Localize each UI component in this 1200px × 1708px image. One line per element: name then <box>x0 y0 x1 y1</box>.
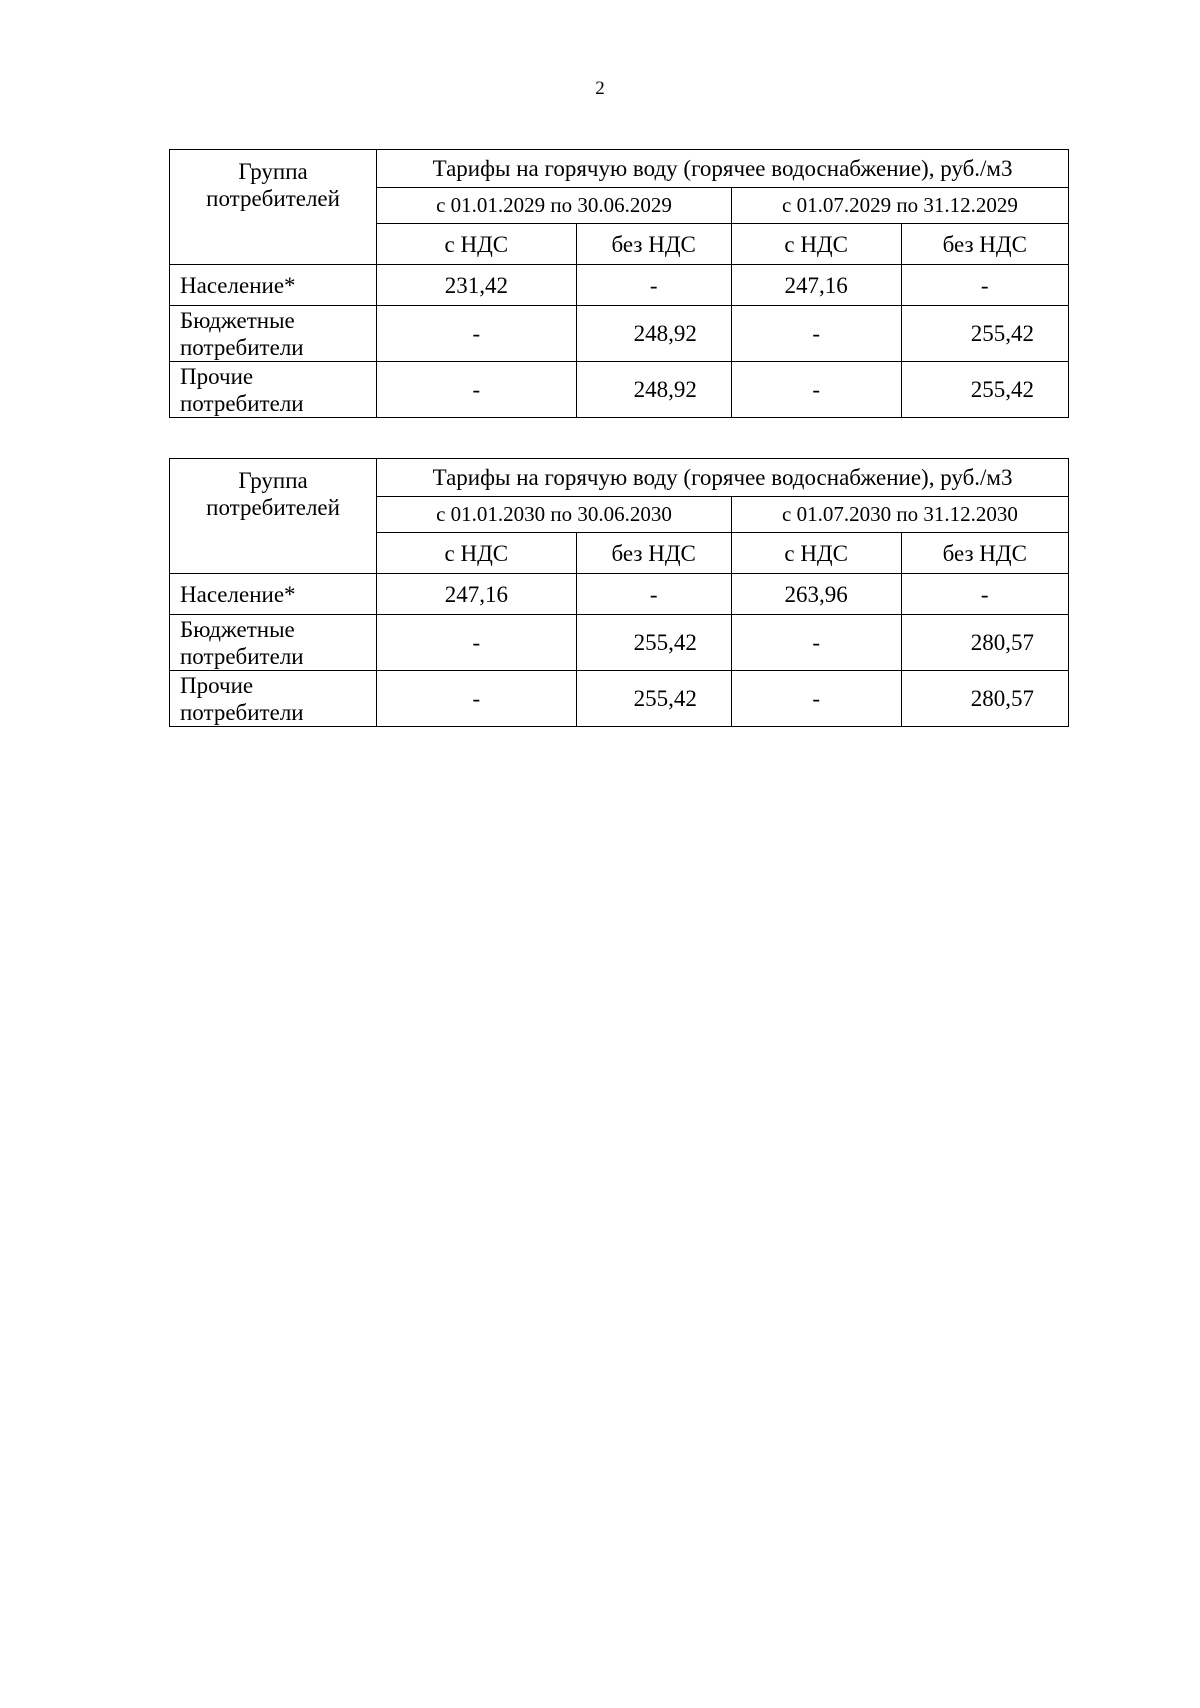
tariff-value: 280,57 <box>901 615 1069 671</box>
tariff-value: - <box>901 265 1069 306</box>
vat-header: без НДС <box>576 533 731 574</box>
tariff-value: - <box>377 615 576 671</box>
tariff-title: Тарифы на горячую воду (горячее водоснабжение), руб./м3 <box>377 150 1069 188</box>
tariff-value: 247,16 <box>731 265 901 306</box>
tariff-value: - <box>731 671 901 727</box>
tariff-value: 255,42 <box>576 671 731 727</box>
empty-cell <box>170 224 377 265</box>
tariff-value: 248,92 <box>576 362 731 418</box>
empty-cell <box>170 533 377 574</box>
table-row <box>170 574 1069 615</box>
row-label: Бюджетные потребители <box>170 306 377 362</box>
tariff-value: 247,16 <box>377 574 576 615</box>
tariff-table-2029 <box>169 149 1069 418</box>
tariff-value: - <box>377 306 576 362</box>
tariff-value: 255,42 <box>576 615 731 671</box>
tariff-value: - <box>901 574 1069 615</box>
row-label: Население* <box>170 574 377 615</box>
tariff-value: - <box>377 362 576 418</box>
row-label: Прочие потребители <box>170 671 377 727</box>
tariff-value: - <box>731 615 901 671</box>
vat-header: с НДС <box>377 224 576 265</box>
tariff-value: - <box>576 265 731 306</box>
table-row <box>170 615 1069 671</box>
vat-header: с НДС <box>731 533 901 574</box>
tariff-title: Тарифы на горячую воду (горячее водоснабжение), руб./м3 <box>377 459 1069 497</box>
table-row <box>170 306 1069 362</box>
row-label: Бюджетные потребители <box>170 615 377 671</box>
tariff-value: - <box>731 306 901 362</box>
tariff-value: - <box>377 671 576 727</box>
tariff-table-2030 <box>169 458 1069 727</box>
table-row <box>170 671 1069 727</box>
period-header: с 01.01.2030 по 30.06.2030 <box>377 497 732 533</box>
tariff-value: 263,96 <box>731 574 901 615</box>
table-row <box>170 265 1069 306</box>
tariff-value: - <box>576 574 731 615</box>
row-label: Население* <box>170 265 377 306</box>
row-label: Прочие потребители <box>170 362 377 418</box>
vat-header: с НДС <box>377 533 576 574</box>
tariff-value: 248,92 <box>576 306 731 362</box>
tariff-value: 255,42 <box>901 362 1069 418</box>
group-header-cell: Группа потребителей <box>170 459 377 533</box>
tariff-value: 255,42 <box>901 306 1069 362</box>
period-header: с 01.07.2029 по 31.12.2029 <box>731 188 1068 224</box>
tariff-value: 231,42 <box>377 265 576 306</box>
table-row <box>170 362 1069 418</box>
vat-header: без НДС <box>576 224 731 265</box>
vat-header: без НДС <box>901 224 1069 265</box>
group-header-cell: Группа потребителей <box>170 150 377 224</box>
vat-header: с НДС <box>731 224 901 265</box>
vat-header: без НДС <box>901 533 1069 574</box>
period-header: с 01.01.2029 по 30.06.2029 <box>377 188 732 224</box>
period-header: с 01.07.2030 по 31.12.2030 <box>731 497 1068 533</box>
tariff-value: - <box>731 362 901 418</box>
tariff-value: 280,57 <box>901 671 1069 727</box>
page-number: 2 <box>595 78 605 99</box>
